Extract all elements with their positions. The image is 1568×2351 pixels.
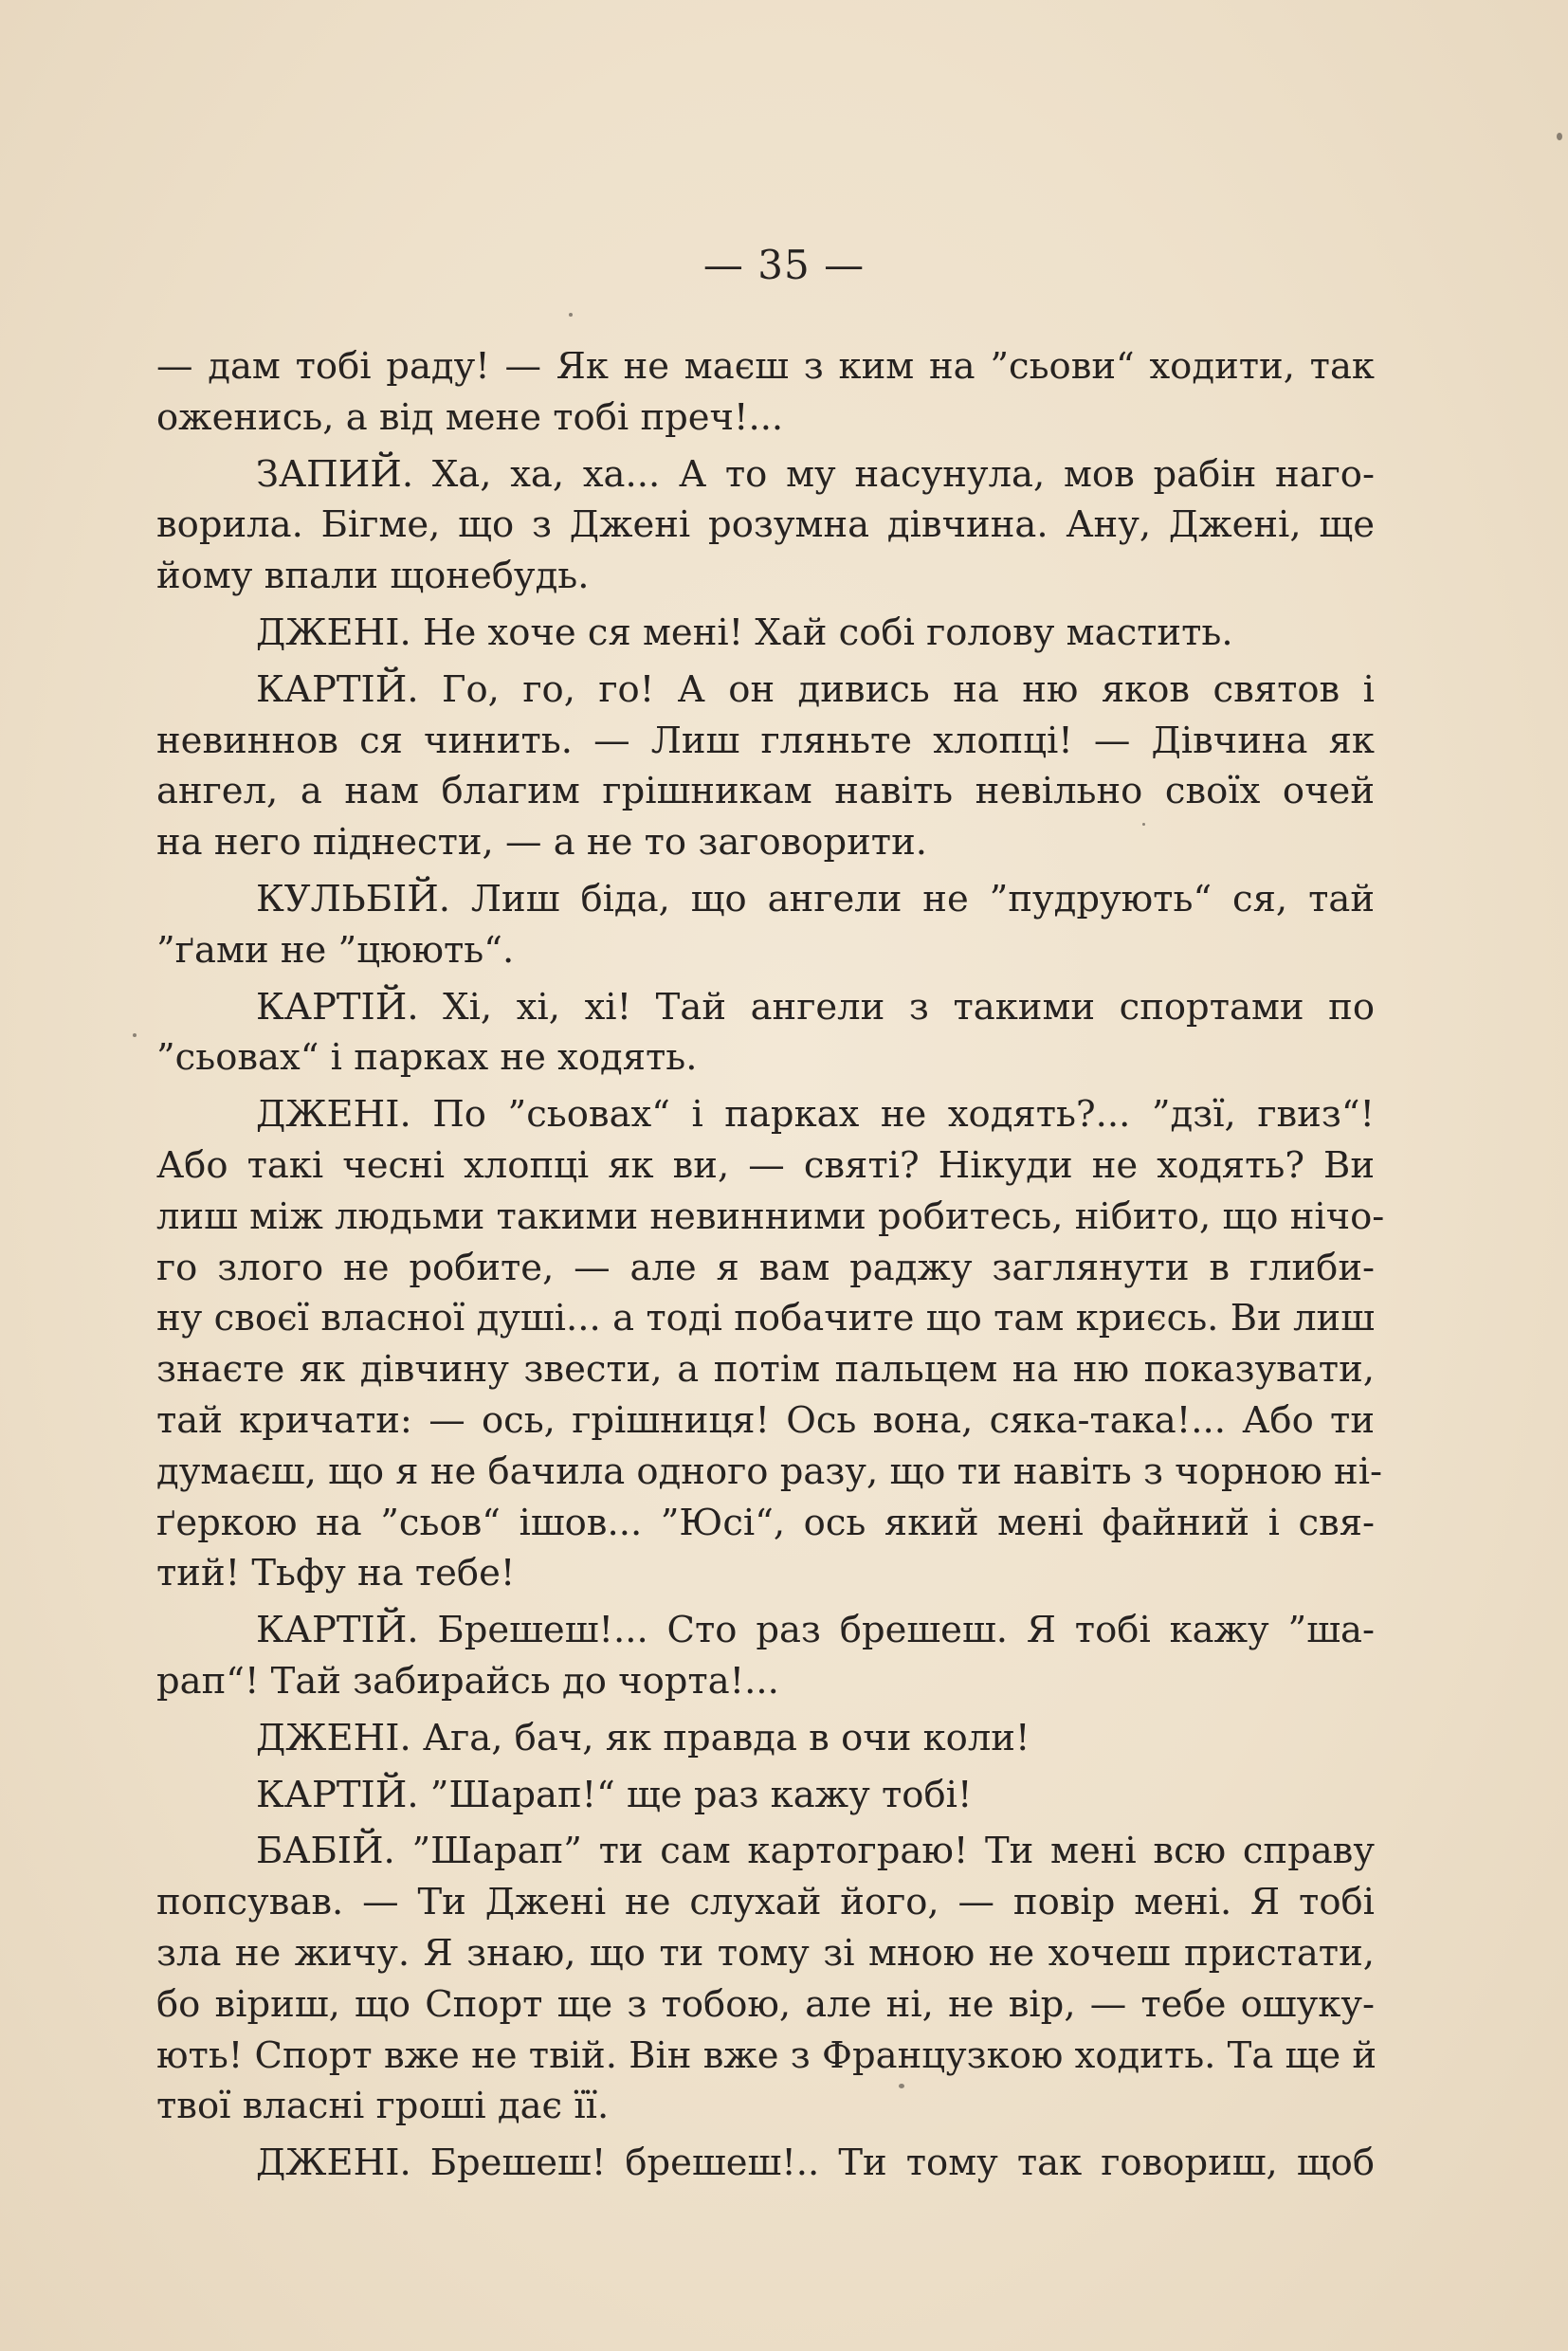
paragraph (156, 665, 1375, 868)
paragraph (156, 608, 1375, 659)
text-line: ”сьовах“ і парках не ходять. (156, 1036, 698, 1080)
text-line: рап“! Тай забирайсь до чорта!... (156, 1659, 779, 1703)
text-line: ангел, а нам благим грішникам навіть невільно своїх очей (156, 770, 1375, 813)
text-line: ДЖЕНІ. Не хоче ся мені! Хай собі голову мастить. (256, 611, 1233, 654)
text-line: попсував. — Ти Джені не слухай його, — повір мені. Я тобі (156, 1881, 1375, 1924)
text-line: оженись, а від мене тобі преч!... (156, 395, 784, 439)
scan-speck (1142, 823, 1145, 826)
scan-speck (569, 313, 573, 317)
text-line: лиш між людьми такими невинними робитесь, нібито, що нічо- (156, 1194, 1385, 1238)
text-line: ДЖЕНІ. По ”сьовах“ і парках не ходять?... ”дзї, гвиз“! (256, 1093, 1375, 1137)
text-line: ють! Спорт вже не твій. Він вже з Французкою ходить. Та ще й (156, 2033, 1377, 2077)
text-line: КАРТІЙ. Брешеш!... Сто раз брешеш. Я тобі кажу ”ша- (256, 1609, 1375, 1652)
text-line: знаєте як дівчину звести, а потім пальцем на ню показувати, (156, 1348, 1375, 1392)
text-line: тай кричати: — ось, грішниця! Ось вона, сяка-така!... Або ти (156, 1398, 1375, 1442)
text-line: ЗАПИЙ. Ха, ха, ха... А то му насунула, мов рабін наго- (256, 452, 1375, 496)
paragraph (156, 1713, 1375, 1764)
text-line: Або такі чесні хлопці як ви, — святі? Нікуди не ходять? Ви (156, 1143, 1375, 1187)
text-line: думаєш, що я не бачила одного разу, що ти навіть з чорною ні- (156, 1449, 1383, 1493)
text-line: ”ґами не ”цюють“. (156, 928, 515, 972)
paragraph (156, 1089, 1385, 1599)
scan-speck (1557, 133, 1562, 140)
text-line: зла не жичу. Я знаю, що ти тому зі мною не хочеш пристати, (156, 1931, 1375, 1975)
scan-speck (133, 1033, 137, 1037)
text-line: КУЛЬБІЙ. Лиш біда, що ангели не ”пудрують“ ся, тай (256, 877, 1375, 920)
text-line: твої власні гроші дає її. (156, 2085, 610, 2128)
page-body-text (156, 341, 1385, 2189)
text-line: невиннов ся чинить. — Лиш гляньте хлопці! — Дівчина як (156, 719, 1375, 762)
text-line: КАРТІЙ. Хі, хі, хі! Тай ангели з такими спортами по (256, 985, 1375, 1029)
text-line: ґеркою на ”сьов“ ішов... ”Юсі“, ось який мені файний і свя- (156, 1501, 1375, 1544)
text-line: бо віриш, що Спорт ще з тобою, але ні, не вір, — тебе ошуку- (156, 1982, 1375, 2026)
text-line: тий! Тьфу на тебе! (156, 1552, 516, 1595)
text-line: го злого не робите, — але я вам раджу заглянути в глиби- (156, 1246, 1375, 1289)
text-line: на него піднести, — а не то заговорити. (156, 821, 927, 865)
paragraph (156, 1770, 1375, 1821)
text-line: КАРТІЙ. Го, го, го! А он дивись на ню яков святов і (256, 667, 1375, 711)
text-line: БАБІЙ. ”Шарап” ти сам картограю! Ти мені всю справу (256, 1830, 1375, 1873)
text-line: ворила. Бігме, що з Джені розумна дівчина. Ану, Джені, ще (156, 503, 1375, 547)
text-line: ДЖЕНІ. Брешеш! брешеш!.. Ти тому так говориш, щоб (256, 2141, 1375, 2185)
text-line: ну своєї власної душі... а тоді побачите що там криєсь. Ви лиш (156, 1297, 1375, 1340)
paragraph (156, 2138, 1375, 2189)
paragraph (156, 449, 1375, 602)
text-line: — дам тобі раду! — Як не маєш з ким на ”сьови“ ходити, так (156, 345, 1375, 388)
paragraph (156, 1826, 1375, 2132)
paragraph (156, 874, 1375, 976)
scan-speck (899, 2084, 904, 2088)
page-number: — 35 — (702, 242, 866, 288)
paragraph (156, 1605, 1375, 1707)
paragraph (156, 982, 1375, 1084)
paragraph (156, 341, 1375, 444)
text-line: йому впали щонебудь. (156, 555, 590, 598)
text-line: КАРТІЙ. ”Шарап!“ ще раз кажу тобі! (256, 1773, 973, 1816)
text-line: ДЖЕНІ. Ага, бач, як правда в очи коли! (256, 1716, 1030, 1759)
